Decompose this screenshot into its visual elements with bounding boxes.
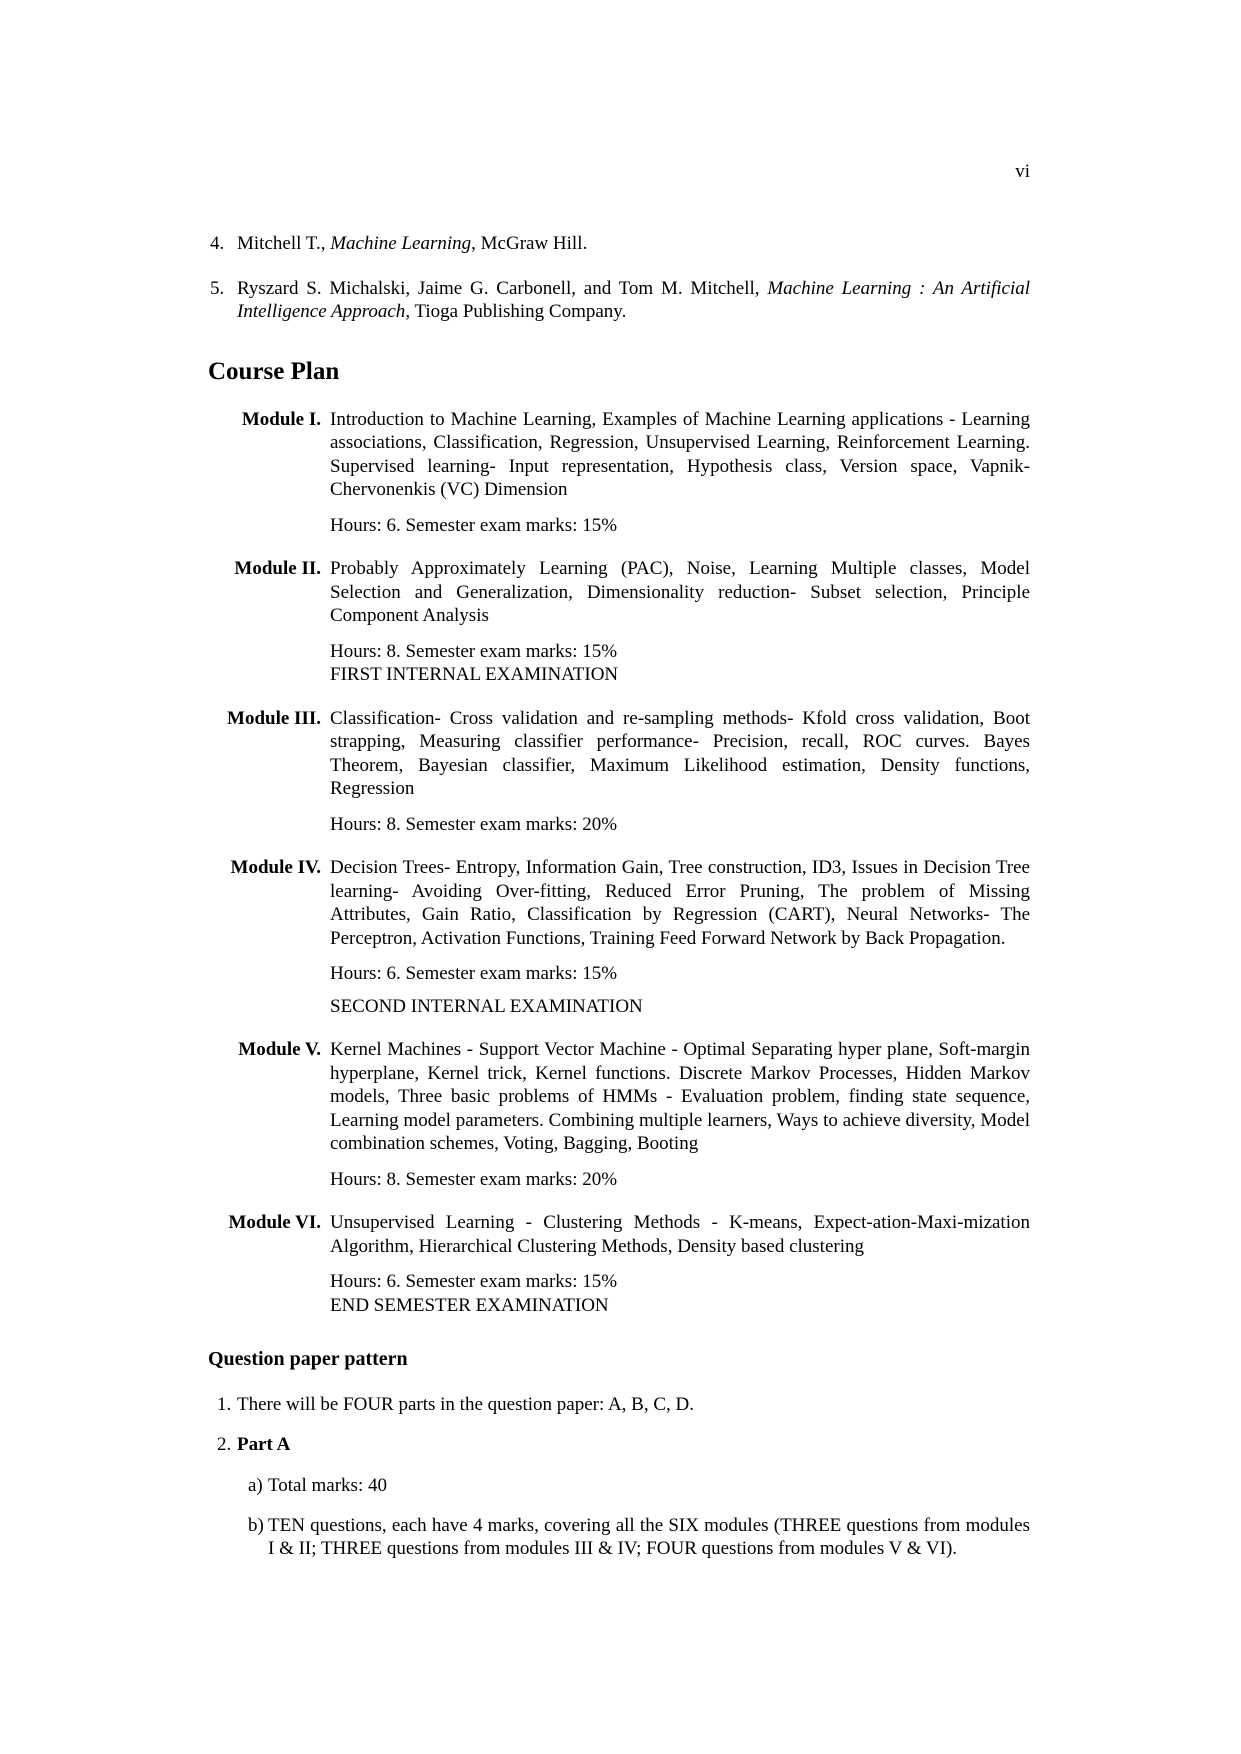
module-label: Module V. [238, 1039, 321, 1060]
module-label: Module II. [234, 558, 321, 579]
module-description: Unsupervised Learning - Clustering Methods - K-means, Expect-ation-Maxi-mization Algorithm, Hierarchical Clustering Methods, Density based clustering [330, 1212, 1030, 1257]
module-label: Module VI. [228, 1212, 321, 1233]
module-hours: Hours: 8. Semester exam marks: 15% [330, 640, 618, 662]
reference-title-italic: Machine Learning : An Artificial Intelligence Approach [237, 277, 1031, 322]
reference-number: 4. [210, 233, 225, 254]
sub-list-item-number: b) [248, 1514, 264, 1536]
module-list [208, 408, 1030, 1318]
sub-list-item-text: TEN questions, each have 4 marks, covering all the SIX modules (THREE questions from modules I & II; THREE questions from modules III & IV; FOUR questions from modules V & VI). [268, 1514, 1030, 1559]
module-row [208, 557, 1030, 687]
module-hours: Hours: 8. Semester exam marks: 20% [330, 1168, 618, 1190]
module-exam-line: FIRST INTERNAL EXAMINATION [330, 664, 619, 685]
list-item-text [237, 1433, 1030, 1577]
question-paper-pattern-heading: Question paper pattern [208, 1348, 408, 1370]
reference-author: Mitchell T., [237, 233, 331, 254]
module-body [330, 1211, 1030, 1317]
course-plan-heading: Course Plan [208, 357, 340, 385]
module-description: Classification- Cross validation and re-sampling methods- Kfold cross validation, Boot strapping, Measuring classifier performance- Precision, recall, ROC curves. Bayes Theorem, Bayesian classifier, Maximum Likelihood estimation, Density functions, Regression [330, 707, 1030, 799]
page-number: vi [1015, 161, 1030, 182]
list-item-number: 2. [217, 1433, 232, 1455]
module-exam-line: END SEMESTER EXAMINATION [330, 1294, 609, 1316]
question-paper-list [208, 1393, 1030, 1577]
reference-text [237, 232, 1030, 256]
module-description: Decision Trees- Entropy, Information Gain, Tree construction, ID3, Issues in Decision Tree learning- Avoiding Over-fitting, Reduced Error Pruning, The problem of Missing Attributes, Gain Ratio, Classification by Regression (CART), Neural Networks- The Perceptron, Activation Functions, Training Feed Forward Network by Back Propagation. [330, 857, 1030, 949]
part-a-label: Part A [237, 1433, 291, 1455]
module-body [330, 707, 1030, 837]
module-row [208, 856, 1030, 1018]
list-item-number: 1. [217, 1394, 232, 1415]
module-label: Module I. [241, 408, 321, 430]
reference-author: Ryszard S. Michalski, Jaime G. Carbonell, and Tom M. Mitchell, [237, 277, 768, 299]
module-body [330, 557, 1030, 687]
reference-list [208, 232, 1030, 324]
list-item [208, 1433, 1030, 1577]
sub-list-item [248, 1474, 1030, 1498]
module-description: Probably Approximately Learning (PAC), Noise, Learning Multiple classes, Model Selection and Generalization, Dimensionality reduction- Subset selection, Principle Component Analysis [330, 558, 1030, 626]
module-body [330, 1038, 1030, 1191]
reference-item [208, 232, 1030, 256]
list-item-text: There will be FOUR parts in the question paper: A, B, C, D. [237, 1394, 694, 1415]
reference-publisher: , McGraw Hill. [471, 233, 588, 254]
module-label: Module IV. [230, 857, 321, 878]
module-hours: Hours: 6. Semester exam marks: 15% [330, 963, 618, 984]
sub-list-item-text: Total marks: 40 [268, 1475, 387, 1496]
module-body [330, 856, 1030, 1018]
sub-list [248, 1474, 1030, 1561]
reference-publisher: , Tioga Publishing Company. [405, 301, 627, 322]
module-row [208, 408, 1030, 538]
module-hours: Hours: 6. Semester exam marks: 15% [330, 514, 618, 536]
reference-text [237, 277, 1030, 324]
module-hours: Hours: 6. Semester exam marks: 15% [330, 1271, 618, 1292]
module-label: Module III. [227, 707, 321, 729]
reference-item [208, 277, 1030, 324]
list-item [208, 1393, 1030, 1417]
sub-list-item-number: a) [248, 1475, 263, 1496]
module-row [208, 1211, 1030, 1317]
module-row [208, 1038, 1030, 1191]
module-row [208, 707, 1030, 837]
reference-number: 5. [210, 277, 225, 299]
module-description: Kernel Machines - Support Vector Machine - Optimal Separating hyper plane, Soft-margin hyperplane, Kernel trick, Kernel functions. Discrete Markov Processes, Hidden Markov models, Three basic problems of HMMs - Evaluation problem, finding state sequence, Learning model parameters. Combining multiple learners, Ways to achieve diversity, Model combination schemes, Voting, Bagging, Booting [330, 1039, 1030, 1154]
module-hours: Hours: 8. Semester exam marks: 20% [330, 813, 618, 835]
sub-list-item [248, 1514, 1030, 1561]
reference-title-italic: Machine Learning [330, 233, 472, 254]
module-description: Introduction to Machine Learning, Examples of Machine Learning applications - Learning associations, Classification, Regression, Unsupervised Learning, Reinforcement Learning. Supervised learning- Input representation, Hypothesis class, Version space, Vapnik-Chervonenkis (VC) Dimension [330, 408, 1030, 500]
module-body [330, 408, 1030, 538]
module-exam-line: SECOND INTERNAL EXAMINATION [330, 995, 643, 1017]
